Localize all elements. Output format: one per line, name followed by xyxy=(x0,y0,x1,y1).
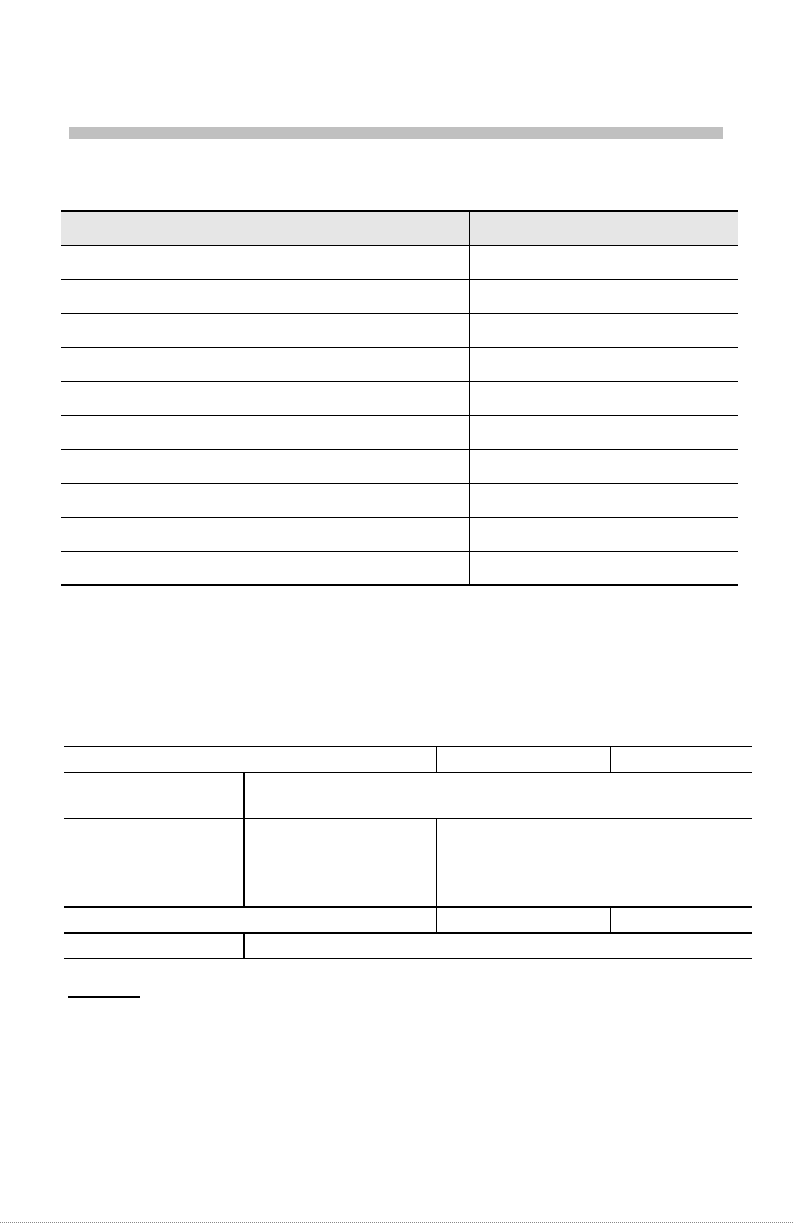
table-cell xyxy=(469,517,738,551)
section-header-bar xyxy=(69,127,723,139)
column-header xyxy=(64,747,244,773)
table-cell xyxy=(244,933,752,959)
table-primary xyxy=(61,210,738,586)
column-header xyxy=(610,747,752,773)
table-row xyxy=(61,551,738,585)
row-label xyxy=(64,819,244,907)
table-cell xyxy=(61,347,469,381)
table-row xyxy=(61,449,738,483)
note-label-underline xyxy=(68,996,140,998)
table-cell xyxy=(469,551,738,585)
table-cell xyxy=(61,517,469,551)
row-label xyxy=(64,773,244,819)
table-header-row xyxy=(64,747,752,773)
table-row xyxy=(64,933,752,959)
table-cell xyxy=(436,907,610,933)
table-row xyxy=(61,517,738,551)
table-row xyxy=(61,415,738,449)
table-secondary xyxy=(64,746,752,959)
table-row xyxy=(61,313,738,347)
table-row xyxy=(61,483,738,517)
table-cell xyxy=(61,313,469,347)
table-cell xyxy=(61,415,469,449)
table-cell xyxy=(469,415,738,449)
table-cell xyxy=(469,313,738,347)
column-header xyxy=(61,211,469,245)
table-cell xyxy=(244,907,436,933)
table-row xyxy=(64,907,752,933)
row-label xyxy=(64,933,244,959)
column-header xyxy=(244,747,436,773)
row-label xyxy=(64,907,244,933)
table-cell xyxy=(61,245,469,279)
table-cell xyxy=(469,381,738,415)
table-cell xyxy=(61,279,469,313)
table-cell xyxy=(469,245,738,279)
table-cell xyxy=(436,819,752,907)
table-row xyxy=(61,279,738,313)
table-cell xyxy=(469,279,738,313)
table-row xyxy=(64,773,752,819)
table-header-row xyxy=(61,211,738,245)
table-cell xyxy=(469,449,738,483)
table-cell xyxy=(61,449,469,483)
table-cell xyxy=(244,819,436,907)
table-cell xyxy=(61,551,469,585)
table-cell xyxy=(61,483,469,517)
table-row xyxy=(61,347,738,381)
column-header xyxy=(436,747,610,773)
page-bottom-edge xyxy=(0,1222,793,1223)
table-cell xyxy=(61,381,469,415)
table-row xyxy=(61,381,738,415)
table-row xyxy=(64,819,752,907)
column-header xyxy=(469,211,738,245)
table-cell xyxy=(610,907,752,933)
table-cell xyxy=(244,773,752,819)
table-row xyxy=(61,245,738,279)
table-cell xyxy=(469,483,738,517)
table-cell xyxy=(469,347,738,381)
